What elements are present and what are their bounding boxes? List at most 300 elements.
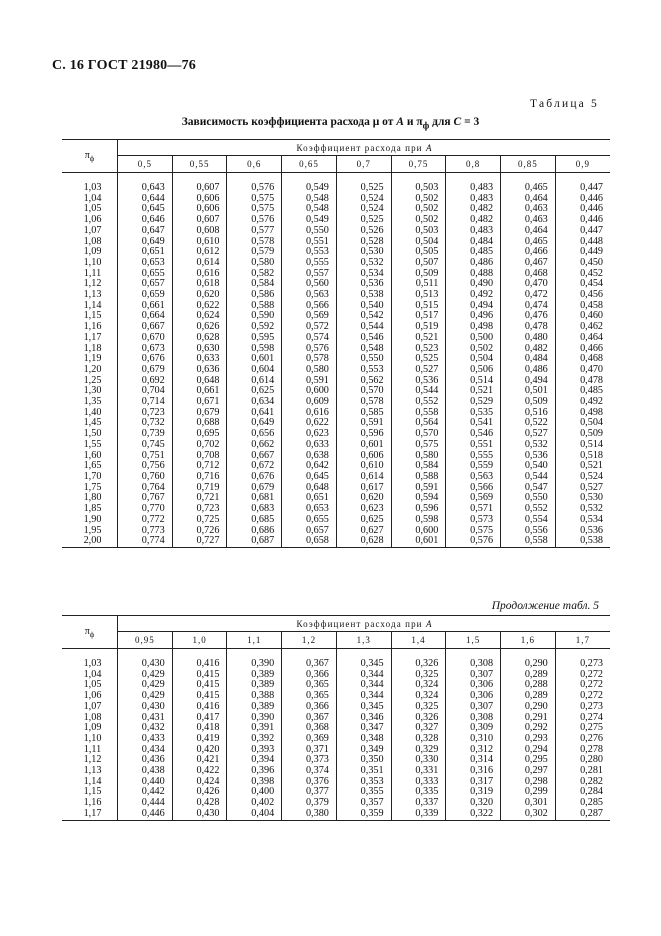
coefficient-cell: 0,369 bbox=[282, 734, 337, 745]
coefficient-cell: 0,546 bbox=[446, 429, 501, 440]
coefficient-cell: 0,527 bbox=[555, 483, 610, 494]
coefficient-cell: 0,575 bbox=[446, 526, 501, 537]
coefficient-cell: 0,416 bbox=[172, 702, 227, 713]
coefficient-cell: 0,656 bbox=[227, 429, 282, 440]
coefficient-cell: 0,446 bbox=[555, 194, 610, 205]
coefficient-cell: 0,287 bbox=[555, 809, 610, 820]
coefficient-cell: 0,604 bbox=[227, 365, 282, 376]
coefficient-cell: 0,676 bbox=[227, 472, 282, 483]
coefficient-cell: 0,548 bbox=[336, 344, 391, 355]
pi-value-cell: 1,06 bbox=[62, 691, 118, 702]
coefficient-cell: 0,622 bbox=[282, 418, 337, 429]
coefficient-cell: 0,467 bbox=[501, 258, 556, 269]
coefficient-cell: 0,563 bbox=[282, 290, 337, 301]
pi-value-cell: 1,14 bbox=[62, 301, 118, 312]
coefficient-cell: 0,450 bbox=[555, 258, 610, 269]
coefficient-cell: 0,580 bbox=[391, 451, 446, 462]
coefficient-cell: 0,377 bbox=[282, 787, 337, 798]
coefficient-cell: 0,651 bbox=[141, 246, 165, 258]
coefficient-cell: 0,444 bbox=[141, 797, 165, 809]
coefficient-cell: 0,393 bbox=[227, 745, 282, 756]
coefficient-cell: 0,578 bbox=[227, 237, 282, 248]
coefficient-cell: 0,532 bbox=[555, 504, 610, 515]
coefficient-cell: 0,452 bbox=[555, 269, 610, 280]
coefficient-cell: 0,661 bbox=[172, 386, 227, 397]
coefficient-cell: 0,291 bbox=[501, 713, 556, 724]
coefficient-cell: 0,579 bbox=[227, 247, 282, 258]
coefficient-cell: 0,612 bbox=[172, 247, 227, 258]
coefficient-cell: 0,483 bbox=[446, 226, 501, 237]
coefficient-cell: 0,329 bbox=[391, 745, 446, 756]
coefficient-cell: 0,692 bbox=[141, 374, 165, 386]
pi-value-cell: 1,08 bbox=[62, 713, 118, 724]
coefficient-cell: 0,614 bbox=[336, 472, 391, 483]
coefficient-cell: 0,538 bbox=[555, 536, 610, 547]
pi-value-cell: 1,13 bbox=[62, 766, 118, 777]
coefficient-cell: 0,659 bbox=[141, 289, 165, 301]
coefficient-cell: 0,585 bbox=[336, 408, 391, 419]
table-row bbox=[62, 809, 610, 820]
title-var-c: C bbox=[453, 116, 462, 128]
coefficient-cell: 0,331 bbox=[391, 766, 446, 777]
coefficient-cell: 0,536 bbox=[391, 376, 446, 387]
coefficient-cell: 0,518 bbox=[555, 451, 610, 462]
pi-value-cell: 1,20 bbox=[62, 365, 118, 376]
coefficient-cell: 0,456 bbox=[555, 290, 610, 301]
coefficient-cell: 0,541 bbox=[446, 418, 501, 429]
coefficient-cell: 0,330 bbox=[391, 755, 446, 766]
coefficient-cell: 0,616 bbox=[172, 269, 227, 280]
coefficient-cell: 0,570 bbox=[391, 429, 446, 440]
coefficient-cell: 0,319 bbox=[446, 787, 501, 798]
column-header: 1,0 bbox=[172, 632, 227, 649]
coefficient-cell: 0,592 bbox=[227, 322, 282, 333]
coefficient-cell: 0,470 bbox=[555, 365, 610, 376]
coefficient-cell: 0,448 bbox=[555, 237, 610, 248]
column-header: 0,65 bbox=[282, 156, 337, 173]
coefficient-cell: 0,586 bbox=[227, 290, 282, 301]
coefficient-cell: 0,672 bbox=[227, 461, 282, 472]
coefficient-cell: 0,580 bbox=[227, 258, 282, 269]
coefficient-cell: 0,396 bbox=[227, 766, 282, 777]
coefficient-cell: 0,685 bbox=[227, 515, 282, 526]
coefficient-cell: 0,327 bbox=[391, 723, 446, 734]
coefficient-cell: 0,447 bbox=[555, 183, 610, 194]
pi-value-cell: 1,03 bbox=[62, 183, 118, 194]
coefficient-cell: 0,575 bbox=[227, 204, 282, 215]
coefficient-cell: 0,299 bbox=[501, 787, 556, 798]
coefficient-cell: 0,498 bbox=[555, 408, 610, 419]
coefficient-cell: 0,419 bbox=[172, 734, 227, 745]
coefficient-cell: 0,562 bbox=[336, 376, 391, 387]
coefficient-cell: 0,516 bbox=[501, 408, 556, 419]
coefficient-cell: 0,404 bbox=[227, 809, 282, 820]
coefficient-cell: 0,366 bbox=[282, 670, 337, 681]
coefficient-cell: 0,324 bbox=[391, 691, 446, 702]
coefficient-cell: 0,484 bbox=[501, 354, 556, 365]
coefficient-cell: 0,614 bbox=[227, 376, 282, 387]
coefficient-cell: 0,540 bbox=[501, 461, 556, 472]
coefficient-cell: 0,521 bbox=[391, 333, 446, 344]
coefficient-cell: 0,298 bbox=[501, 777, 556, 788]
coefficient-cell: 0,607 bbox=[172, 215, 227, 226]
coefficient-cell: 0,428 bbox=[172, 798, 227, 809]
coefficient-cell: 0,679 bbox=[141, 363, 165, 375]
coefficient-cell: 0,566 bbox=[282, 301, 337, 312]
coefficient-cell: 0,534 bbox=[336, 269, 391, 280]
column-header: 1,7 bbox=[555, 632, 610, 649]
coefficient-cell: 0,430 bbox=[141, 700, 165, 712]
coefficient-cell: 0,636 bbox=[172, 365, 227, 376]
coefficient-cell: 0,548 bbox=[282, 204, 337, 215]
coefficient-cell: 0,337 bbox=[391, 798, 446, 809]
coefficient-cell: 0,297 bbox=[501, 766, 556, 777]
coefficient-cell: 0,483 bbox=[446, 194, 501, 205]
coefficient-cell: 0,366 bbox=[282, 702, 337, 713]
coefficient-cell: 0,376 bbox=[282, 777, 337, 788]
column-header: 1,6 bbox=[501, 632, 556, 649]
coefficient-cell: 0,558 bbox=[501, 536, 556, 547]
pi-value-cell: 1,85 bbox=[62, 504, 118, 515]
coefficient-cell: 0,528 bbox=[336, 237, 391, 248]
coefficient-cell: 0,526 bbox=[336, 226, 391, 237]
coefficient-cell: 0,653 bbox=[282, 504, 337, 515]
pi-value-cell: 1,09 bbox=[62, 723, 118, 734]
coefficient-cell: 0,344 bbox=[336, 691, 391, 702]
coefficient-cell: 0,359 bbox=[336, 809, 391, 820]
coefficient-cell: 0,494 bbox=[446, 301, 501, 312]
pi-value-cell: 1,15 bbox=[62, 787, 118, 798]
coefficient-cell: 0,478 bbox=[501, 322, 556, 333]
coefficient-cell: 0,420 bbox=[172, 745, 227, 756]
coefficient-cell: 0,679 bbox=[227, 483, 282, 494]
row-header-pi: $\pi_ф$ bbox=[62, 140, 118, 173]
coefficient-cell: 0,480 bbox=[501, 333, 556, 344]
coefficient-cell: 0,536 bbox=[555, 526, 610, 537]
coefficient-cell: 0,496 bbox=[446, 311, 501, 322]
pi-value-cell: 1,16 bbox=[62, 798, 118, 809]
column-header: 0,55 bbox=[172, 156, 227, 173]
column-header: 0,85 bbox=[501, 156, 556, 173]
coefficient-cell: 0,504 bbox=[555, 418, 610, 429]
coefficient-cell: 0,540 bbox=[336, 301, 391, 312]
coefficient-cell: 0,521 bbox=[446, 386, 501, 397]
coefficient-cell: 0,524 bbox=[336, 204, 391, 215]
coefficient-cell: 0,546 bbox=[336, 333, 391, 344]
coefficient-cell: 0,538 bbox=[336, 290, 391, 301]
coefficient-cell: 0,290 bbox=[501, 659, 556, 670]
coefficient-cell: 0,392 bbox=[227, 734, 282, 745]
page-header: С. 16 ГОСТ 21980—76 bbox=[52, 58, 196, 73]
coefficient-cell: 0,739 bbox=[141, 428, 165, 440]
coefficient-cell: 0,725 bbox=[172, 515, 227, 526]
pi-value-cell: 1,19 bbox=[62, 354, 118, 365]
coefficient-cell: 0,667 bbox=[227, 451, 282, 462]
coefficient-cell: 0,326 bbox=[391, 659, 446, 670]
coefficient-cell: 0,488 bbox=[446, 269, 501, 280]
pi-value-cell: 1,65 bbox=[62, 461, 118, 472]
coefficient-cell: 0,649 bbox=[141, 235, 165, 247]
column-header: 1,5 bbox=[446, 632, 501, 649]
coefficient-cell: 0,525 bbox=[336, 183, 391, 194]
coefficient-cell: 0,688 bbox=[172, 418, 227, 429]
coefficient-cell: 0,446 bbox=[118, 809, 173, 820]
coefficient-cell: 0,273 bbox=[555, 659, 610, 670]
coefficient-cell: 0,600 bbox=[391, 526, 446, 537]
coefficient-cell: 0,513 bbox=[391, 290, 446, 301]
pi-value-cell: 1,30 bbox=[62, 386, 118, 397]
coefficient-cell: 0,367 bbox=[282, 713, 337, 724]
coefficient-cell: 0,333 bbox=[391, 777, 446, 788]
coefficient-cell: 0,576 bbox=[227, 215, 282, 226]
coefficient-cell: 0,502 bbox=[391, 194, 446, 205]
coefficient-cell: 0,767 bbox=[141, 492, 165, 504]
coefficient-cell: 0,723 bbox=[141, 406, 165, 418]
coefficient-cell: 0,504 bbox=[391, 237, 446, 248]
coefficient-cell: 0,551 bbox=[446, 440, 501, 451]
coefficient-cell: 0,447 bbox=[555, 226, 610, 237]
coefficient-cell: 0,482 bbox=[446, 215, 501, 226]
coefficient-cell: 0,415 bbox=[172, 691, 227, 702]
coefficient-cell: 0,576 bbox=[446, 536, 501, 547]
coefficient-cell: 0,634 bbox=[227, 397, 282, 408]
coefficient-cell: 0,708 bbox=[172, 451, 227, 462]
coefficient-cell: 0,350 bbox=[336, 755, 391, 766]
coefficient-cell: 0,463 bbox=[501, 204, 556, 215]
coefficient-cell: 0,582 bbox=[227, 269, 282, 280]
coefficient-cell: 0,584 bbox=[227, 279, 282, 290]
coefficient-cell: 0,630 bbox=[172, 344, 227, 355]
coefficient-cell: 0,498 bbox=[446, 322, 501, 333]
coefficient-cell: 0,645 bbox=[282, 472, 337, 483]
coefficient-cell: 0,625 bbox=[227, 386, 282, 397]
pi-value-cell: 1,25 bbox=[62, 376, 118, 387]
coefficient-cell: 0,702 bbox=[172, 440, 227, 451]
coefficient-cell: 0,339 bbox=[391, 809, 446, 820]
coefficient-cell: 0,558 bbox=[391, 408, 446, 419]
coefficient-cell: 0,551 bbox=[282, 237, 337, 248]
coefficient-cell: 0,430 bbox=[141, 658, 165, 669]
coefficient-cell: 0,278 bbox=[555, 745, 610, 756]
pi-value-cell: 1,11 bbox=[62, 269, 118, 280]
coefficient-cell: 0,591 bbox=[391, 483, 446, 494]
coefficient-cell: 0,466 bbox=[555, 344, 610, 355]
coefficient-cell: 0,482 bbox=[501, 344, 556, 355]
coefficient-cell: 0,380 bbox=[282, 809, 337, 820]
pi-value-cell: 1,14 bbox=[62, 777, 118, 788]
column-header: 1,3 bbox=[336, 632, 391, 649]
coefficient-cell: 0,544 bbox=[391, 386, 446, 397]
coefficient-cell: 0,478 bbox=[555, 376, 610, 387]
coefficient-cell: 0,658 bbox=[282, 536, 337, 547]
coefficient-cell: 0,670 bbox=[141, 331, 165, 343]
coefficient-cell: 0,557 bbox=[282, 269, 337, 280]
coefficient-cell: 0,446 bbox=[555, 204, 610, 215]
coefficient-cell: 0,591 bbox=[336, 418, 391, 429]
continuation-label: Продолжение табл. 5 bbox=[491, 600, 599, 612]
coefficient-cell: 0,563 bbox=[446, 472, 501, 483]
coefficient-cell: 0,524 bbox=[336, 194, 391, 205]
coefficient-cell: 0,727 bbox=[172, 536, 227, 547]
coefficient-cell: 0,553 bbox=[336, 365, 391, 376]
column-header: 0,9 bbox=[555, 156, 610, 173]
coefficient-cell: 0,695 bbox=[172, 429, 227, 440]
coefficient-cell: 0,608 bbox=[172, 226, 227, 237]
coefficient-cell: 0,569 bbox=[282, 311, 337, 322]
coefficient-cell: 0,745 bbox=[141, 438, 165, 450]
coefficient-cell: 0,655 bbox=[282, 515, 337, 526]
coefficient-cell: 0,633 bbox=[172, 354, 227, 365]
coefficient-cell: 0,494 bbox=[501, 376, 556, 387]
coefficient-cell: 0,389 bbox=[227, 670, 282, 681]
coefficient-cell: 0,368 bbox=[282, 723, 337, 734]
coefficient-cell: 0,418 bbox=[172, 723, 227, 734]
table-row bbox=[62, 536, 610, 547]
coefficient-cell: 0,535 bbox=[446, 408, 501, 419]
coefficient-cell: 0,606 bbox=[172, 204, 227, 215]
coefficient-cell: 0,483 bbox=[446, 183, 501, 194]
coefficient-cell: 0,552 bbox=[501, 504, 556, 515]
coefficient-cell: 0,552 bbox=[391, 397, 446, 408]
coefficient-cell: 0,527 bbox=[501, 429, 556, 440]
coefficient-cell: 0,500 bbox=[446, 333, 501, 344]
coefficient-cell: 0,532 bbox=[336, 258, 391, 269]
coefficient-cell: 0,620 bbox=[172, 290, 227, 301]
pi-value-cell: 1,17 bbox=[62, 333, 118, 344]
coefficient-cell: 0,492 bbox=[555, 397, 610, 408]
coefficient-cell: 0,373 bbox=[282, 755, 337, 766]
column-header: 0,6 bbox=[227, 156, 282, 173]
coefficient-cell: 0,417 bbox=[172, 713, 227, 724]
column-headers bbox=[62, 156, 610, 173]
table-row bbox=[62, 226, 610, 237]
coefficient-cell: 0,503 bbox=[391, 183, 446, 194]
coefficient-cell: 0,502 bbox=[391, 204, 446, 215]
coefficient-cell: 0,345 bbox=[336, 702, 391, 713]
coefficient-cell: 0,641 bbox=[227, 408, 282, 419]
coefficient-cell: 0,576 bbox=[282, 344, 337, 355]
coefficient-cell: 0,756 bbox=[141, 460, 165, 472]
coefficient-cell: 0,398 bbox=[227, 777, 282, 788]
coefficient-cell: 0,273 bbox=[555, 702, 610, 713]
coefficient-cell: 0,772 bbox=[141, 513, 165, 525]
coefficient-cell: 0,415 bbox=[172, 670, 227, 681]
coefficient-cell: 0,570 bbox=[336, 386, 391, 397]
coefficient-cell: 0,517 bbox=[391, 311, 446, 322]
coefficient-cell: 0,429 bbox=[141, 690, 165, 702]
coefficient-cell: 0,642 bbox=[282, 461, 337, 472]
column-header: 0,8 bbox=[446, 156, 501, 173]
coefficient-cell: 0,391 bbox=[227, 723, 282, 734]
title-tail: для bbox=[432, 116, 451, 128]
coefficient-cell: 0,349 bbox=[336, 745, 391, 756]
coefficient-cell: 0,645 bbox=[141, 203, 165, 215]
coefficient-cell: 0,394 bbox=[227, 755, 282, 766]
coefficient-cell: 0,515 bbox=[391, 301, 446, 312]
pi-value-cell: 1,08 bbox=[62, 237, 118, 248]
coefficient-cell: 0,295 bbox=[501, 755, 556, 766]
coefficient-cell: 0,484 bbox=[446, 237, 501, 248]
coefficient-cell: 0,424 bbox=[172, 777, 227, 788]
coefficient-cell: 0,651 bbox=[282, 493, 337, 504]
coefficient-cell: 0,760 bbox=[141, 470, 165, 482]
table-row bbox=[62, 515, 610, 526]
coefficient-cell: 0,676 bbox=[141, 353, 165, 365]
coefficient-cell: 0,485 bbox=[446, 247, 501, 258]
coefficient-cell: 0,322 bbox=[446, 809, 501, 820]
coefficient-cell: 0,521 bbox=[555, 461, 610, 472]
coefficient-cell: 0,388 bbox=[227, 691, 282, 702]
coefficient-cell: 0,549 bbox=[282, 183, 337, 194]
coefficient-cell: 0,511 bbox=[391, 279, 446, 290]
coefficient-cell: 0,501 bbox=[501, 386, 556, 397]
coefficient-cell: 0,289 bbox=[501, 691, 556, 702]
coefficient-cell: 0,544 bbox=[336, 322, 391, 333]
coefficient-cell: 0,351 bbox=[336, 766, 391, 777]
coefficient-cell: 0,460 bbox=[555, 311, 610, 322]
coefficient-cell: 0,433 bbox=[141, 732, 165, 744]
coefficient-cell: 0,620 bbox=[336, 493, 391, 504]
coefficient-cell: 0,312 bbox=[446, 745, 501, 756]
coefficient-cell: 0,751 bbox=[141, 449, 165, 461]
coefficient-cell: 0,290 bbox=[501, 702, 556, 713]
pi-value-cell: 2,00 bbox=[62, 536, 118, 547]
coefficient-cell: 0,673 bbox=[141, 342, 165, 354]
coefficient-cell: 0,464 bbox=[501, 226, 556, 237]
coefficient-cell: 0,390 bbox=[227, 659, 282, 670]
coefficient-cell: 0,390 bbox=[227, 713, 282, 724]
coefficient-cell: 0,610 bbox=[172, 237, 227, 248]
coefficient-cell: 0,732 bbox=[141, 417, 165, 429]
coefficient-cell: 0,472 bbox=[501, 290, 556, 301]
coefficient-cell: 0,773 bbox=[141, 524, 165, 536]
coefficient-cell: 0,430 bbox=[172, 809, 227, 820]
coefficient-cell: 0,465 bbox=[501, 183, 556, 194]
coefficient-cell: 0,616 bbox=[282, 408, 337, 419]
pi-value-cell: 1,95 bbox=[62, 526, 118, 537]
coefficient-cell: 0,276 bbox=[555, 734, 610, 745]
coefficient-cell: 0,683 bbox=[227, 504, 282, 515]
pi-value-cell: 1,35 bbox=[62, 397, 118, 408]
coefficient-cell: 0,774 bbox=[118, 536, 173, 547]
coefficient-cell: 0,421 bbox=[172, 755, 227, 766]
pi-value-cell: 1,90 bbox=[62, 515, 118, 526]
coefficient-cell: 0,325 bbox=[391, 702, 446, 713]
coefficient-cell: 0,416 bbox=[172, 659, 227, 670]
coefficient-cell: 0,584 bbox=[391, 461, 446, 472]
coefficient-cell: 0,347 bbox=[336, 723, 391, 734]
coefficient-cell: 0,367 bbox=[282, 659, 337, 670]
coefficient-cell: 0,667 bbox=[141, 321, 165, 333]
coefficient-cell: 0,316 bbox=[446, 766, 501, 777]
coefficient-cell: 0,509 bbox=[555, 429, 610, 440]
table-row bbox=[62, 702, 610, 713]
column-header: 0,95 bbox=[118, 632, 173, 649]
coefficient-cell: 0,664 bbox=[141, 310, 165, 322]
coefficient-cell: 0,555 bbox=[282, 258, 337, 269]
coefficient-cell: 0,486 bbox=[501, 365, 556, 376]
coefficient-cell: 0,365 bbox=[282, 680, 337, 691]
coefficient-cell: 0,607 bbox=[172, 183, 227, 194]
coefficient-cell: 0,530 bbox=[336, 247, 391, 258]
coefficient-cell: 0,723 bbox=[172, 504, 227, 515]
coefficient-cell: 0,402 bbox=[227, 798, 282, 809]
coefficient-cell: 0,536 bbox=[336, 279, 391, 290]
coefficient-cell: 0,657 bbox=[282, 526, 337, 537]
coefficient-cell: 0,580 bbox=[282, 365, 337, 376]
coefficient-cell: 0,374 bbox=[282, 766, 337, 777]
coefficient-cell: 0,661 bbox=[141, 299, 165, 311]
